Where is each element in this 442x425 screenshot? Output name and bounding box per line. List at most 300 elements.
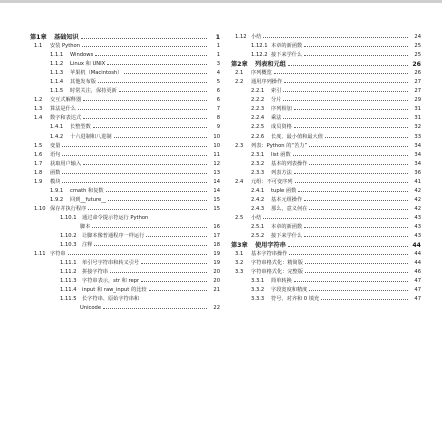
toc-entry[interactable] [231,196,421,205]
leader-dots [293,154,408,156]
toc-page-number: 10 [213,133,220,140]
toc-entry-number: 1.11 [34,251,46,258]
toc-entry-number: 1.10.2 [60,233,77,240]
toc-entry-number: 1.11.2 [60,269,77,276]
toc-page-number: 15 [213,205,220,212]
toc-entry-number: 1.1.1 [50,52,64,59]
toc-entry-number: 2.4.3 [251,205,265,212]
toc-entry-title: 变量 [50,142,61,149]
toc-entry-title: 字段宽度和精度 [271,287,308,294]
toc-entry-number: 1.10.3 [60,242,77,249]
toc-page-number: 43 [414,233,421,240]
leader-dots [107,63,207,65]
toc-page-number: 27 [414,79,421,86]
leader-dots [62,181,207,183]
toc-page-number: 13 [213,169,220,176]
toc-entry[interactable] [30,160,220,169]
toc-entry-title: 长整型数 [70,124,91,131]
toc-entry[interactable] [231,96,421,105]
toc-entry-title: 交互式解释器 [50,97,82,104]
toc-page-number: 41 [414,178,421,185]
toc-page-number: 31 [414,106,421,113]
toc-entry-title: 通过命令提示符运行 Python [82,214,149,221]
toc-column-right [231,33,421,304]
leader-dots [321,298,408,300]
toc-entry-number: 3.3.1 [251,278,265,285]
toc-chapter-heading[interactable] [30,33,220,42]
toc-entry-title: 函数 [50,169,61,176]
toc-entry-number: 2.2.6 [251,133,265,140]
toc-page-number: 4 [216,70,220,77]
toc-entry[interactable] [231,78,421,87]
leader-dots [114,136,207,138]
toc-page-number: 11 [213,151,220,158]
leader-dots [294,280,408,282]
toc-entry-number: 1.5 [34,142,43,149]
toc-page-number: 14 [213,178,220,185]
toc-entry[interactable] [231,259,421,268]
toc-entry[interactable] [231,87,421,96]
toc-page-number: 34 [414,160,421,167]
toc-entry-number: 1.10.1 [60,214,77,221]
toc-entry-title: 使用字符串 [255,242,286,250]
toc-entry-number: 1.4.2 [50,133,64,140]
leader-dots [108,199,207,201]
toc-entry-title: 那么，意义何在 [271,205,308,212]
toc-page-number: 36 [414,169,421,176]
toc-page-number: 26 [414,70,421,77]
toc-entry-title: 算法是什么 [50,106,76,113]
leader-dots [289,253,408,255]
toc-entry-number: 2.4 [235,178,244,185]
toc-entry-number: 1.4 [34,115,43,122]
toc-entry-number: 2.2.3 [251,106,265,113]
toc-entry-title: 时常关注，保持更新 [70,88,117,95]
toc-entry[interactable] [30,250,220,259]
toc-entry[interactable] [30,133,220,142]
toc-entry-number: 1.11.3 [60,278,77,285]
leader-dots [274,72,408,74]
leader-dots [94,244,207,246]
toc-entry[interactable] [30,223,220,232]
toc-entry-title: 让脚本像普通程序一样运行 [82,233,145,240]
toc-entry-number: 2.3.3 [251,169,265,176]
toc-entry[interactable] [30,304,220,313]
toc-entry-number: 1.1 [34,43,43,50]
toc-entry-title: 基本元组操作 [271,196,303,203]
toc-column-left [30,33,220,313]
toc-entry[interactable] [30,123,220,132]
toc-entry[interactable] [231,133,421,142]
toc-entry-title: 符号、对齐和 0 填充 [271,296,320,303]
toc-entry-title: 列表方法 [271,169,292,176]
toc-page-number: 42 [414,205,421,212]
toc-entry[interactable] [30,42,220,51]
toc-entry-title: input 和 raw_input 的比较 [82,287,147,294]
toc-entry-number: 2.4.1 [251,187,265,194]
leader-dots [263,217,408,219]
toc-page-number: 1 [216,43,220,50]
toc-entry-title: cmath 和复数 [70,187,104,194]
leader-dots [103,307,207,309]
toc-entry[interactable] [231,178,421,187]
toc-entry[interactable] [30,114,220,123]
toc-entry-number: 1.8 [34,169,43,176]
toc-page-number: 47 [414,287,421,294]
leader-dots [263,36,408,38]
toc-entry-title: 列表和元组 [255,61,286,69]
toc-page-number: 44 [414,260,421,267]
toc-entry-number: 第3章 [231,242,248,250]
toc-entry-title: 脚本 [80,223,91,230]
toc-entry-number: 1.11.1 [60,260,77,267]
toc-entry-title: 序列相加 [271,106,292,113]
toc-entry-title: 长字符串、原始字符串和 [82,296,140,303]
toc-entry-title: 序列概览 [251,70,272,77]
toc-entry[interactable] [231,123,421,132]
toc-entry-title: 拼接字符串 [82,269,108,276]
leader-dots [83,163,207,165]
toc-page-number: 26 [412,61,421,69]
toc-entry-number: 1.7 [34,160,43,167]
toc-page-number: 12 [213,160,220,167]
toc-page-number: 8 [216,115,220,122]
toc-entry-title: 长度、最小值和最大值 [271,133,323,140]
leader-dots [304,45,408,47]
toc-entry-title: tuple 函数 [271,187,297,194]
toc-page-number: 16 [213,223,220,230]
toc-entry[interactable] [30,277,220,286]
toc-entry-title: 分片 [271,97,282,104]
leader-dots [309,208,408,210]
toc-entry-title: list 函数 [271,151,291,158]
toc-entry-title: 保存并执行程序 [50,205,87,212]
toc-entry-title: 简单转换 [271,278,292,285]
toc-page-number: 47 [414,278,421,285]
leader-dots [309,163,408,165]
toc-entry[interactable] [30,169,220,178]
leader-dots [295,181,408,183]
toc-entry[interactable] [30,60,220,69]
toc-page-number: 17 [213,233,220,240]
toc-entry[interactable] [231,277,421,286]
toc-entry-title: 数字和表达式 [50,115,82,122]
toc-entry-number: 1.2 [34,97,43,104]
toc-page-number: 46 [414,269,421,276]
toc-page-number: 21 [213,287,220,294]
leader-dots [146,235,207,237]
toc-entry-number: 1.12.2 [251,52,268,59]
leader-dots [294,126,408,128]
toc-entry-title: 基础知识 [54,34,79,41]
toc-page-number: 6 [216,97,220,104]
leader-dots [110,271,207,273]
toc-entry-number: 3.3.3 [251,296,265,303]
toc-page-number: 32 [414,124,421,131]
leader-dots [309,145,408,147]
toc-page-number: 42 [414,187,421,194]
toc-entry-number: 1.6 [34,151,43,158]
toc-entry-title: 小结 [251,214,262,221]
toc-entry-title: Windows [70,52,94,59]
leader-dots [288,64,408,66]
leader-dots [309,289,408,291]
toc-entry[interactable] [30,51,220,60]
toc-entry[interactable] [30,178,220,187]
toc-entry-title: 回到__future__ [70,196,107,203]
leader-dots [304,199,408,201]
toc-page-number: 6 [216,88,220,95]
leader-dots [283,90,408,92]
toc-entry[interactable] [231,42,421,51]
leader-dots [304,235,408,237]
toc-entry-number: 2.2.1 [251,88,265,95]
toc-entry-number: 2.5.2 [251,233,265,240]
toc-entry-number: 2.5 [235,214,244,221]
toc-entry-number: 3.1 [235,251,244,258]
toc-entry[interactable] [30,214,220,223]
toc-page-number: 10 [213,142,220,149]
toc-entry[interactable] [30,295,220,304]
leader-dots [119,90,207,92]
toc-entry-title: 元组：不可变序列 [251,178,293,185]
toc-entry-title: 接下来学什么 [271,233,303,240]
leader-dots [83,99,207,101]
toc-page-number: 14 [213,187,220,194]
toc-page-number: 29 [414,97,421,104]
leader-dots [92,226,207,228]
toc-entry[interactable] [231,214,421,223]
toc-entry[interactable] [231,105,421,114]
toc-entry[interactable] [231,295,421,304]
leader-dots [304,226,408,228]
toc-page-number: 3 [216,61,220,68]
toc-entry[interactable] [231,151,421,160]
toc-page-number: 20 [213,278,220,285]
toc-entry-number: 1.1.5 [50,88,64,95]
leader-dots [93,126,207,128]
toc-entry[interactable] [30,241,220,250]
toc-entry[interactable] [231,33,421,42]
toc-entry[interactable] [231,286,421,295]
leader-dots [149,289,207,291]
toc-entry[interactable] [231,268,421,277]
toc-entry[interactable] [30,78,220,87]
leader-dots [83,117,207,119]
toc-entry-title: 基本的列表操作 [271,160,308,167]
toc-entry-title: 基本字符串操作 [251,251,288,258]
toc-entry-title: 接下来学什么 [271,52,303,59]
toc-entry-title: 通用序列操作 [251,79,283,86]
toc-entry-number: 2.3.1 [251,151,265,158]
leader-dots [62,154,207,156]
leader-dots [305,262,408,264]
leader-dots [294,172,408,174]
leader-dots [62,172,207,174]
page-top-edge [0,0,442,3]
toc-entry[interactable] [30,259,220,268]
leader-dots [81,37,207,39]
toc-entry-number: 1.12.1 [251,43,268,50]
leader-dots [288,245,408,247]
toc-entry-number: 1.4.1 [50,124,64,131]
toc-entry-number: 2.2.5 [251,124,265,131]
toc-entry-title: 字符串格式化：完整版 [251,269,303,276]
toc-page-number: 7 [216,106,220,113]
toc-entry-title: 字符串表示，str 和 repr [82,278,140,285]
toc-entry-number: 1.3 [34,106,43,113]
leader-dots [62,145,207,147]
toc-chapter-heading[interactable] [231,60,421,69]
toc-page-number: 5 [216,79,220,86]
toc-entry[interactable] [30,196,220,205]
toc-entry-title: 本章的新函数 [271,43,303,50]
leader-dots [141,280,207,282]
toc-page-number: 1 [216,52,220,59]
toc-entry[interactable] [30,105,220,114]
leader-dots [106,190,207,192]
toc-entry[interactable] [30,205,220,214]
toc-entry-number: 3.3.2 [251,287,265,294]
toc-entry[interactable] [30,286,220,295]
leader-dots [82,45,207,47]
toc-entry-number: 第2章 [231,61,248,69]
toc-entry[interactable] [30,187,220,196]
toc-entry[interactable] [30,232,220,241]
toc-entry-number: 1.10 [34,205,46,212]
toc-entry-title: Linux 和 UNIX [70,61,106,68]
toc-page-number: 25 [414,52,421,59]
toc-page-number: 25 [414,43,421,50]
toc-entry-title: 单引号字符串和转义引号 [82,260,140,267]
toc-entry[interactable] [231,69,421,78]
leader-dots [304,54,408,56]
toc-page-number: 43 [414,214,421,221]
toc-entry[interactable] [30,151,220,160]
leader-dots [88,208,207,210]
toc-page-number: 43 [414,223,421,230]
toc-entry-number: 2.2.4 [251,115,265,122]
toc-entry-title: 字符串 [50,251,66,258]
toc-entry-title: 乘法 [271,115,282,122]
toc-entry-title: 字符串格式化：精简版 [251,260,303,267]
toc-page-number: 42 [414,196,421,203]
toc-entry[interactable] [231,142,421,151]
toc-entry-number: 第1章 [30,34,47,41]
toc-entry-title: 列表：Python 的“苦力” [251,142,308,149]
toc-entry[interactable] [231,250,421,259]
toc-entry-title: 本章的新函数 [271,223,303,230]
toc-entry[interactable] [231,169,421,178]
toc-page-number: 22 [213,305,220,312]
toc-page-number: 18 [213,242,220,249]
toc-entry-title: 语句 [50,151,61,158]
toc-page-number: 24 [414,34,421,40]
leader-dots [95,54,207,56]
leader-dots [298,190,408,192]
toc-entry-number: 2.3 [235,142,244,149]
toc-entry-number: 3.3 [235,269,244,276]
leader-dots [78,108,207,110]
toc-page-number: 34 [414,151,421,158]
toc-page-number: 1 [215,34,220,41]
toc-page-number: 34 [414,142,421,149]
toc-entry-number: 2.5.1 [251,223,265,230]
toc-entry-title: Unicode [80,305,102,312]
toc-entry[interactable] [30,142,220,151]
leader-dots [325,136,408,138]
toc-entry-title: 注释 [82,242,93,249]
toc-page-number: 19 [213,251,220,258]
leader-dots [283,99,408,101]
toc-page-number: 20 [213,269,220,276]
toc-entry-number: 2.2.2 [251,97,265,104]
toc-entry-number: 1.11.5 [60,296,77,303]
toc-entry-title: 安装 Python [50,43,81,50]
toc-entry[interactable] [231,187,421,196]
toc-page-number: 19 [213,260,220,267]
toc-entry-number: 1.1.3 [50,70,64,77]
toc-entry[interactable] [231,205,421,214]
toc-entry-title: 小结 [251,34,262,40]
toc-entry-title: 模块 [50,178,61,185]
toc-entry-number: 2.4.2 [251,196,265,203]
toc-entry-number: 1.11.4 [60,287,77,294]
toc-entry[interactable] [30,69,220,78]
toc-entry-number: 1.9 [34,178,43,185]
leader-dots [141,262,207,264]
toc-entry[interactable] [231,51,421,60]
toc-entry[interactable] [231,114,421,123]
toc-entry-title: 其他发布版 [70,79,96,86]
toc-entry-title: 苹果机（Macintosh） [70,70,123,77]
toc-page-number: 33 [414,133,421,140]
toc-entry[interactable] [30,268,220,277]
toc-entry-title: 十六进制和八进制 [70,133,112,140]
leader-dots [305,271,408,273]
toc-entry-number: 1.1.4 [50,79,64,86]
leader-dots [124,72,207,74]
toc-entry-number: 2.2 [235,79,244,86]
toc-entry-number: 1.12 [235,34,247,40]
toc-page-number: 9 [216,124,220,131]
toc-entry[interactable] [231,223,421,232]
leader-dots [98,81,207,83]
toc-entry-number: 1.9.1 [50,187,64,194]
toc-entry-title: 获取用户输入 [50,160,82,167]
toc-entry-number: 2.1 [235,70,244,77]
toc-page-number: 44 [414,251,421,258]
toc-entry-number: 1.1.2 [50,61,64,68]
toc-page-number: 44 [412,242,421,250]
toc-entry[interactable] [30,87,220,96]
toc-entry-title: 成员资格 [271,124,292,131]
toc-entry[interactable] [231,160,421,169]
toc-page-number: 47 [414,296,421,303]
leader-dots [283,117,408,119]
leader-dots [284,81,408,83]
leader-dots [68,253,207,255]
toc-chapter-heading[interactable] [231,241,421,250]
toc-page-number: 27 [414,88,421,95]
toc-page-number: 31 [414,115,421,122]
toc-entry-number: 1.9.2 [50,196,64,203]
toc-entry[interactable] [30,96,220,105]
leader-dots [294,108,408,110]
toc-page-number: 15 [213,196,220,203]
toc-entry-title: 索引 [271,88,282,95]
toc-entry[interactable] [231,232,421,241]
